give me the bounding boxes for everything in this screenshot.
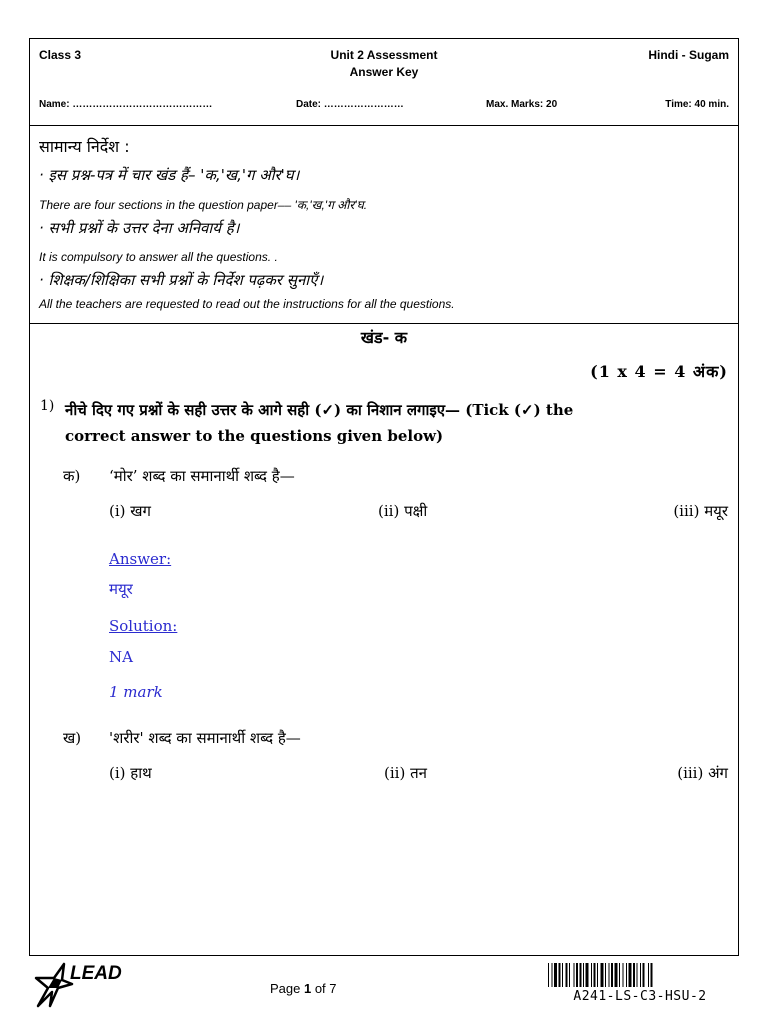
question-text-line2: correct answer to the questions given below) bbox=[65, 427, 444, 445]
answer-label: Answer: bbox=[109, 550, 172, 568]
section-title: खंड- क bbox=[360, 328, 408, 347]
page-frame bbox=[29, 38, 739, 956]
sub-question-b-label: ख) bbox=[63, 729, 82, 747]
name-field: Name: …………………………………… bbox=[39, 99, 213, 110]
page-suffix: of 7 bbox=[311, 981, 337, 996]
option-a-2: (ii) पक्षी bbox=[378, 502, 428, 520]
date-field: Date: …………………… bbox=[296, 99, 404, 110]
option-a-3: (iii) मयूर bbox=[673, 502, 728, 520]
option-a-1: (i) खग bbox=[109, 502, 151, 520]
instruction-1-english: There are four sections in the question paper–– 'क,'ख,'ग और'घ. bbox=[39, 198, 368, 212]
page-current: 1 bbox=[303, 981, 312, 996]
sub-question-a-label: क) bbox=[63, 467, 81, 485]
header bbox=[30, 39, 738, 126]
answer-value: मयूर bbox=[109, 580, 133, 598]
logo-text: LEAD bbox=[70, 963, 122, 984]
solution-value: NA bbox=[109, 648, 133, 666]
option-b-1: (i) हाथ bbox=[109, 764, 152, 782]
class-label: Class 3 bbox=[39, 48, 82, 62]
sub-question-a-text: ‘मोर’ शब्द का समानार्थी शब्द है— bbox=[109, 467, 295, 485]
barcode-icon bbox=[548, 963, 732, 987]
instruction-2-hindi: · सभी प्रश्नों के उत्तर देना अनिवार्य है। bbox=[39, 219, 240, 237]
page-number bbox=[270, 981, 337, 996]
question-text-line1: नीचे दिए गए प्रश्नों के सही उत्तर के आगे सही (✓) का निशान लगाइए— (Tick (✓) the bbox=[65, 401, 574, 419]
instruction-2-english: It is compulsory to answer all the questions. . bbox=[39, 250, 278, 264]
max-marks: Max. Marks: 20 bbox=[486, 99, 558, 110]
option-b-2: (ii) तन bbox=[384, 764, 427, 782]
instruction-3-english: All the teachers are requested to read out the instructions for all the questions. bbox=[39, 297, 455, 311]
instruction-1-hindi: · इस प्रश्न-पत्र में चार खंड हैं– 'क,'ख,'ग और'घ। bbox=[39, 166, 300, 184]
option-b-3: (iii) अंग bbox=[677, 764, 728, 782]
answer-key-label: Answer Key bbox=[349, 65, 419, 79]
lead-logo bbox=[34, 962, 134, 1014]
time-label: Time: 40 min. bbox=[665, 99, 729, 110]
paper-code: A241-LS-C3-HSU-2 bbox=[573, 989, 707, 1004]
instructions-heading: सामान्य निर्देश : bbox=[39, 137, 130, 156]
instruction-3-hindi: · शिक्षक/शिक्षिका सभी प्रश्नों के निर्देश पढ़कर सुनाएँ। bbox=[39, 271, 324, 289]
solution-label: Solution: bbox=[109, 617, 178, 635]
section-marks: (1 x 4 = 4 अंक) bbox=[590, 362, 728, 381]
general-instructions bbox=[30, 125, 738, 324]
mark-value: 1 mark bbox=[109, 683, 163, 701]
sub-question-b-text: 'शरीर' शब्द का समानार्थी शब्द है— bbox=[109, 729, 301, 747]
unit-title: Unit 2 Assessment bbox=[330, 48, 438, 62]
question-number: 1) bbox=[40, 398, 55, 414]
subject-label: Hindi - Sugam bbox=[648, 48, 729, 62]
page-prefix: Page bbox=[270, 981, 304, 996]
